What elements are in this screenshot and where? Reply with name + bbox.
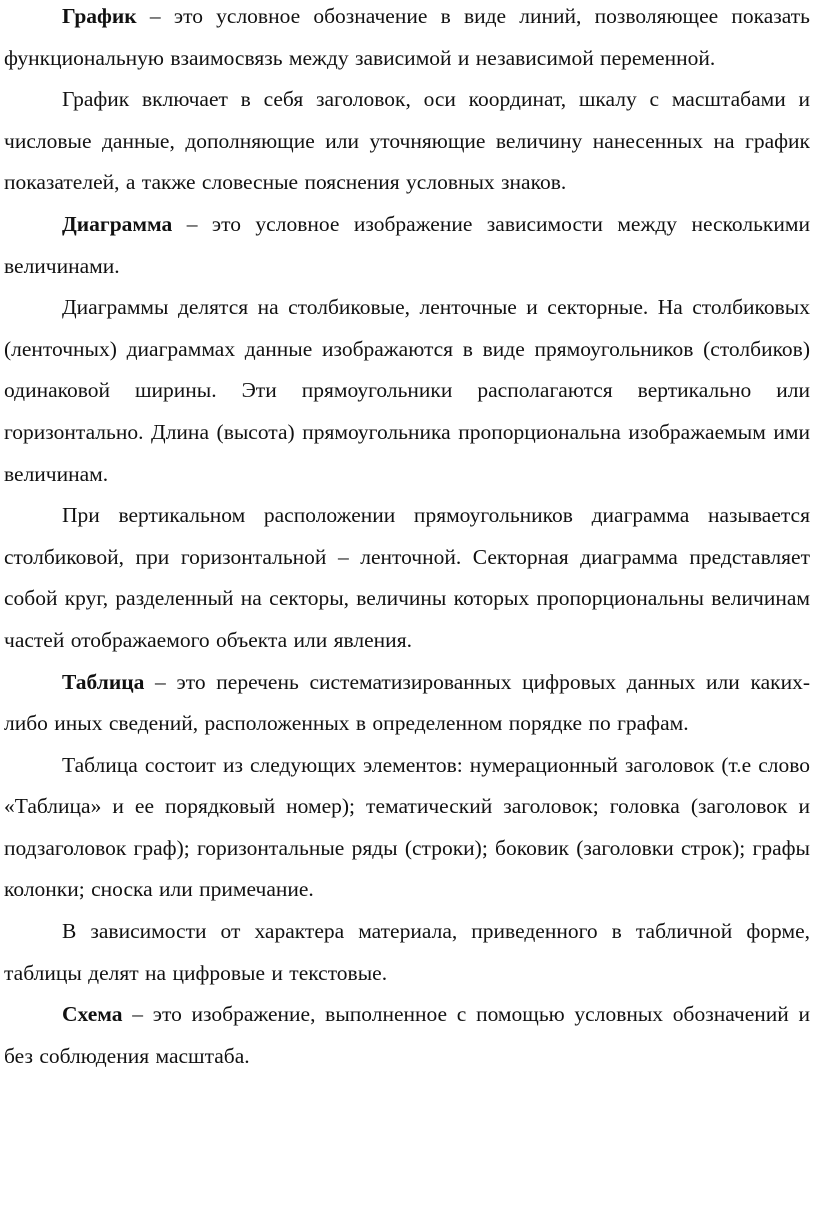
term-scheme: Схема [62, 1002, 123, 1027]
term-table: Таблица [62, 669, 145, 694]
paragraph-scheme-definition [4, 994, 810, 1077]
paragraph-text: – это условное обозначение в виде линий, позволяющее показать функциональную взаимосвязь между зависимой и независимой переменной. [4, 4, 810, 70]
paragraph-table-definition [4, 662, 810, 745]
paragraph-diagram-types [4, 287, 810, 495]
paragraph-table-elements [4, 745, 810, 911]
paragraph-diagram-orientation [4, 495, 810, 661]
term-diagram: Диаграмма [62, 211, 173, 236]
paragraph-text: Таблица состоит из следующих элементов: нумерационный заголовок (т.е слово «Таблица» и ее порядковый номер); тематический заголовок; головка (заголовок и подзаголовок граф); горизонтальные ряды (строки); боковик (заголовки строк); графы колонки; сноска или примечание. [4, 752, 810, 902]
paragraph-diagram-definition [4, 204, 810, 287]
paragraph-table-types [4, 911, 810, 994]
paragraph-text: График включает в себя заголовок, оси координат, шкалу с масштабами и числовые данные, дополняющие или уточняющие величину нанесенных на график показателей, а также словесные пояснения условных знаков. [4, 87, 810, 195]
paragraph-text: – это перечень систематизированных цифровых данных или каких-либо иных сведений, расположенных в определенном порядке по графам. [4, 669, 810, 736]
paragraph-graph-definition [4, 0, 810, 79]
paragraph-text: – это условное изображение зависимости между несколькими величинами. [4, 211, 810, 278]
paragraph-graph-elements [4, 79, 810, 204]
term-graph: График [62, 4, 137, 28]
paragraph-text: Диаграммы делятся на столбиковые, ленточные и секторные. На столбиковых (ленточных) диаграммах данные изображаются в виде прямоугольников (столбиков) одинаковой ширины. Эти прямоугольники располагаются вертикально или горизонтально. Длина (высота) прямоугольника пропорциональна изображаемым ими величинам. [4, 295, 810, 486]
paragraph-text: При вертикальном расположении прямоугольников диаграмма называется столбиковой, при горизонтальной – ленточной. Секторная диаграмма представляет собой круг, разделенный на секторы, величины которых пропорциональны величинам частей отображаемого объекта или явления. [4, 503, 810, 652]
paragraph-text: – это изображение, выполненное с помощью условных обозначений и без соблюдения масштаба. [4, 1002, 810, 1068]
paragraph-text: В зависимости от характера материала, приведенного в табличной форме, таблицы делят на цифровые и текстовые. [4, 919, 810, 985]
